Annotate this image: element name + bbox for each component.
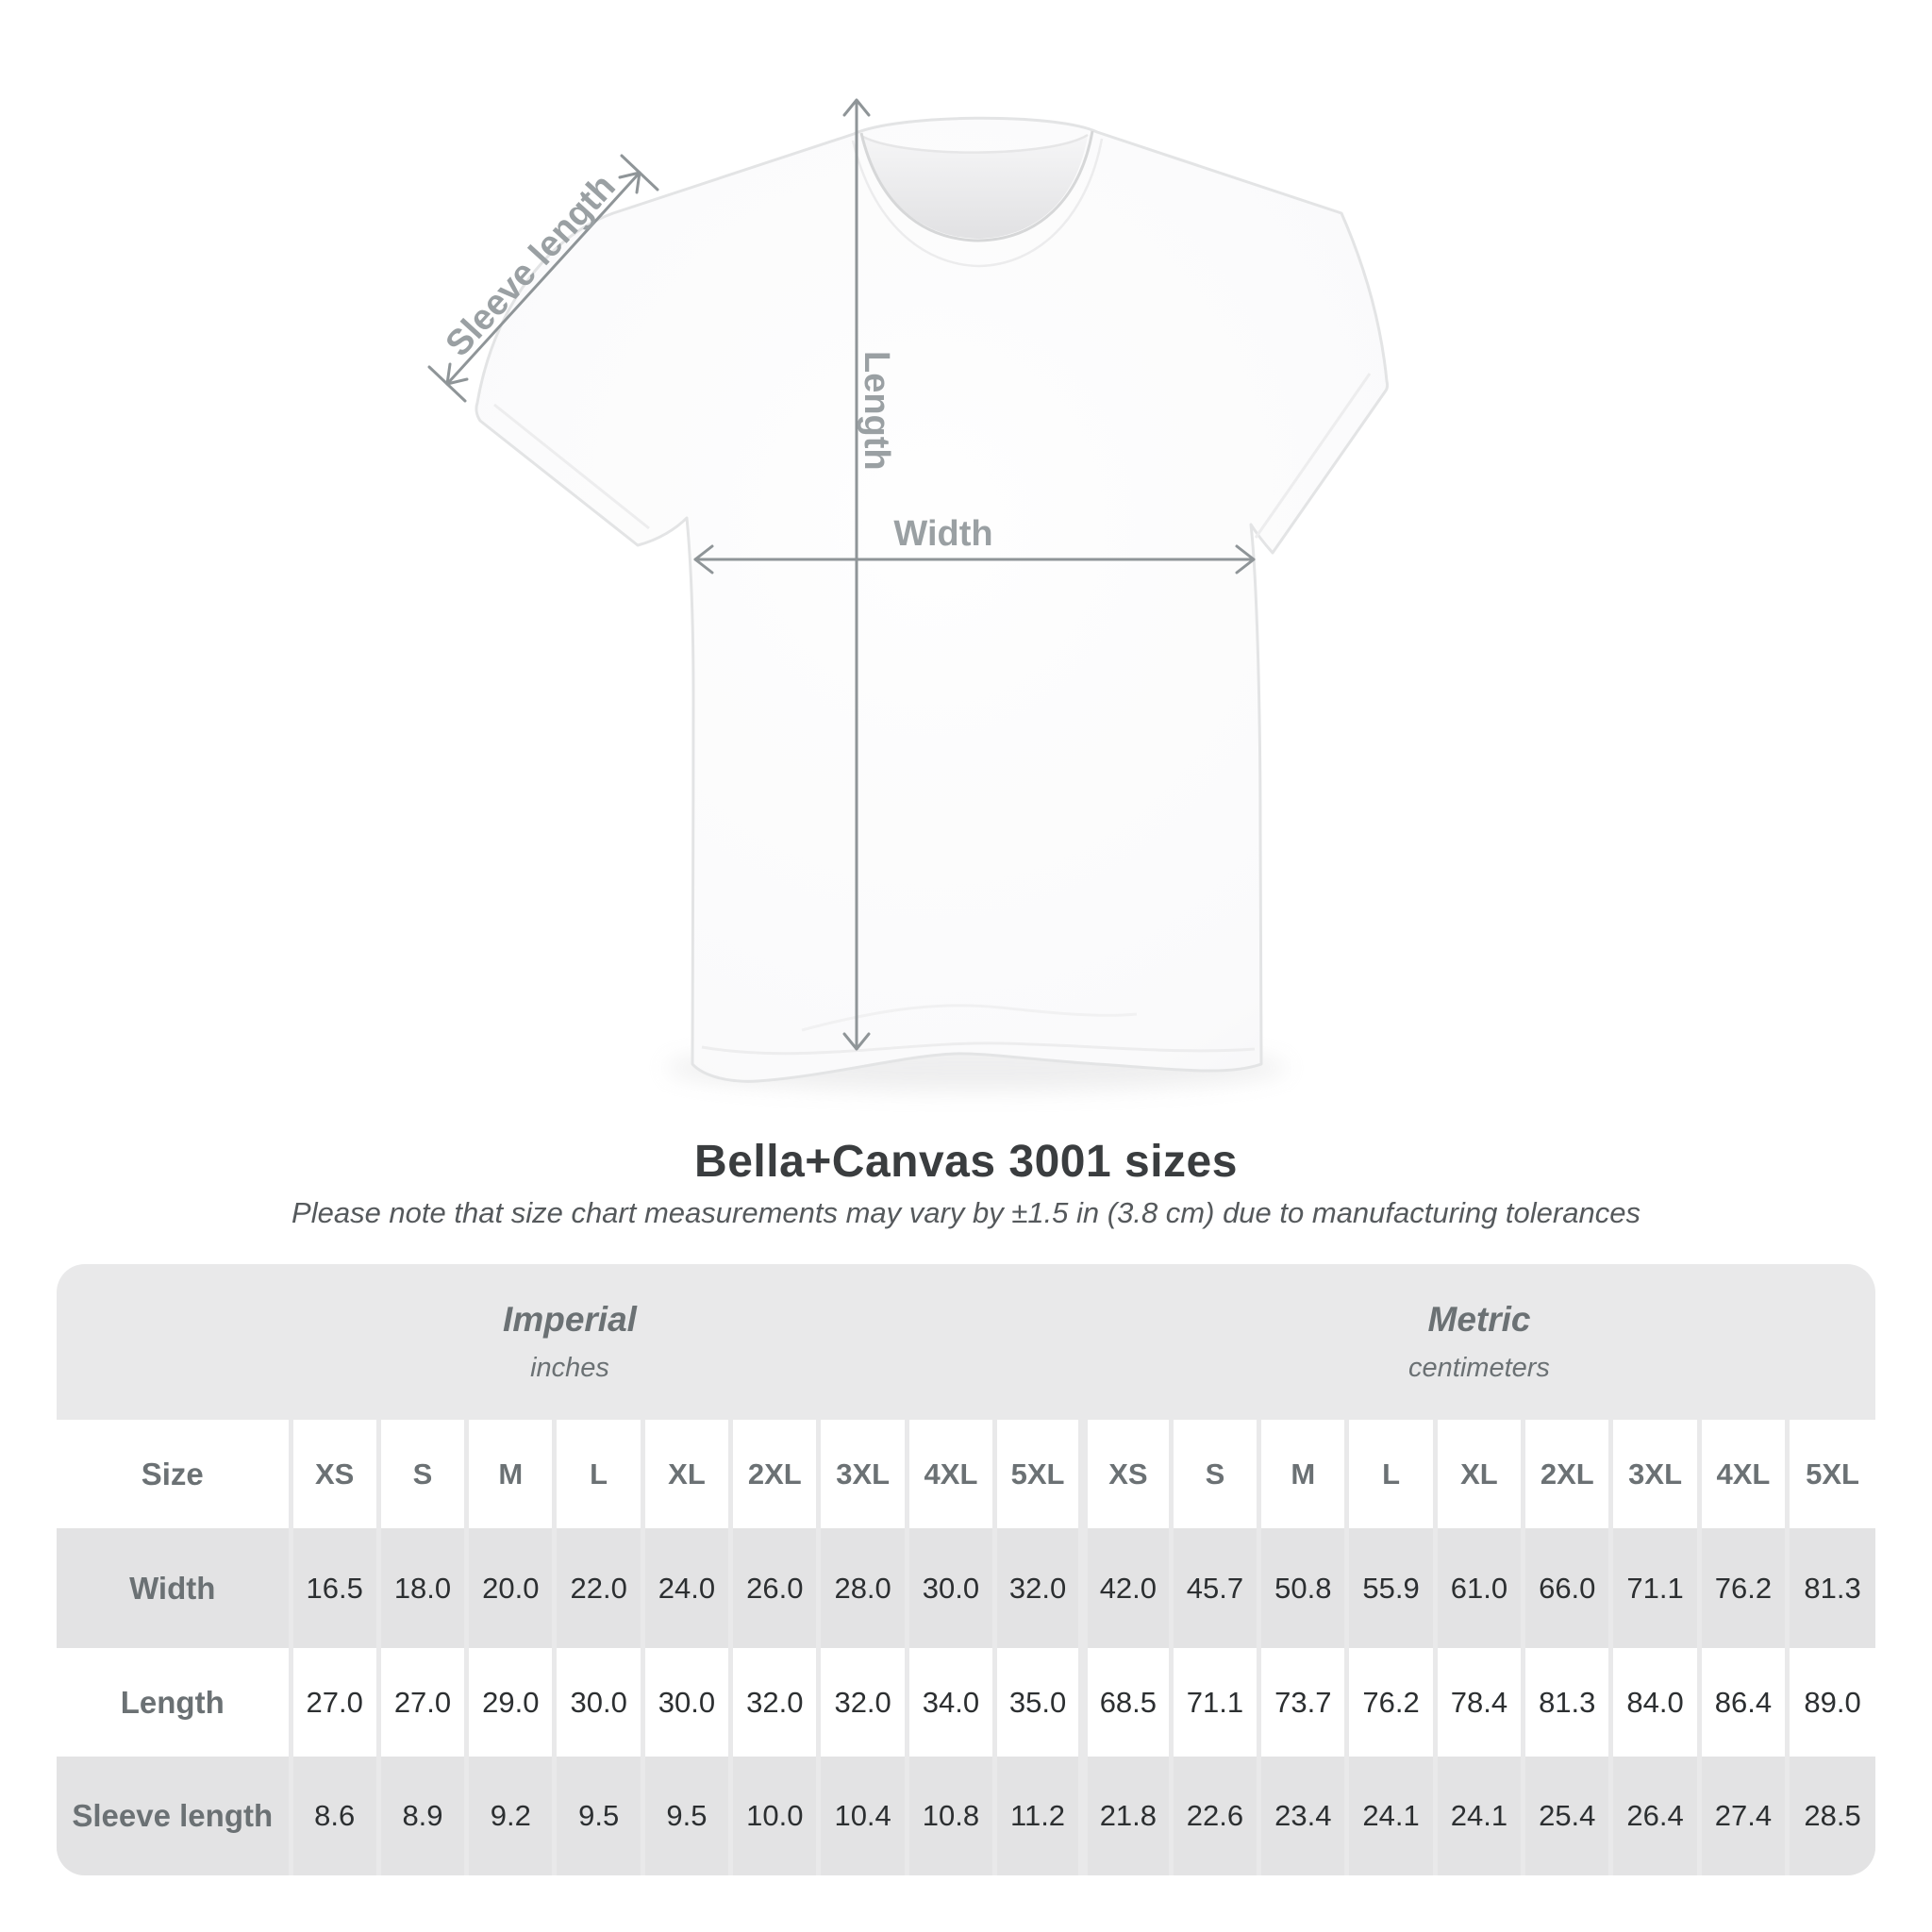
sleeve-value: 21.8 xyxy=(1083,1757,1171,1875)
row-label: Length xyxy=(57,1648,291,1757)
size-col-header: XL xyxy=(642,1420,730,1528)
sleeve-value: 27.4 xyxy=(1699,1757,1787,1875)
width-value: 28.0 xyxy=(819,1528,907,1648)
width-value: 50.8 xyxy=(1259,1528,1347,1648)
sleeve-value: 8.9 xyxy=(378,1757,466,1875)
tshirt-image xyxy=(476,118,1388,1081)
sleeve-value: 26.4 xyxy=(1611,1757,1699,1875)
sleeve-value: 9.5 xyxy=(555,1757,642,1875)
size-col-header: XL xyxy=(1435,1420,1523,1528)
length-value: 29.0 xyxy=(467,1648,555,1757)
sleeve-value: 24.1 xyxy=(1347,1757,1435,1875)
width-value: 55.9 xyxy=(1347,1528,1435,1648)
imperial-unit: inches xyxy=(530,1353,609,1383)
sleeve-value: 24.1 xyxy=(1435,1757,1523,1875)
width-value: 30.0 xyxy=(907,1528,994,1648)
sleeve-value: 9.2 xyxy=(467,1757,555,1875)
width-value: 76.2 xyxy=(1699,1528,1787,1648)
length-value: 73.7 xyxy=(1259,1648,1347,1757)
length-row xyxy=(57,1648,1875,1757)
metric-unit: centimeters xyxy=(1408,1353,1550,1383)
imperial-section-header xyxy=(57,1264,1083,1420)
size-col-header: 2XL xyxy=(731,1420,819,1528)
metric-title: Metric xyxy=(1427,1300,1531,1339)
length-value: 86.4 xyxy=(1699,1648,1787,1757)
size-col-header: 5XL xyxy=(1788,1420,1875,1528)
length-value: 35.0 xyxy=(995,1648,1083,1757)
row-label: Width xyxy=(57,1528,291,1648)
width-value: 24.0 xyxy=(642,1528,730,1648)
imperial-title: Imperial xyxy=(503,1300,637,1339)
width-value: 22.0 xyxy=(555,1528,642,1648)
width-value: 45.7 xyxy=(1171,1528,1258,1648)
size-col-header: 3XL xyxy=(819,1420,907,1528)
sleeve-length-row xyxy=(57,1757,1875,1875)
size-header: Size xyxy=(57,1420,291,1528)
row-label: Sleeve length xyxy=(57,1757,291,1875)
size-col-header: S xyxy=(378,1420,466,1528)
size-col-header: 4XL xyxy=(1699,1420,1787,1528)
size-header-row xyxy=(57,1420,1875,1528)
length-value: 27.0 xyxy=(291,1648,378,1757)
tolerance-note: Please note that size chart measurements may vary by ±1.5 in (3.8 cm) due to manufacturing tolerances xyxy=(291,1196,1641,1229)
width-label: Width xyxy=(893,514,993,554)
sleeve-value: 9.5 xyxy=(642,1757,730,1875)
length-value: 30.0 xyxy=(642,1648,730,1757)
sleeve-value: 11.2 xyxy=(995,1757,1083,1875)
length-value: 27.0 xyxy=(378,1648,466,1757)
size-col-header: 5XL xyxy=(995,1420,1083,1528)
sleeve-value: 10.8 xyxy=(907,1757,994,1875)
length-value: 78.4 xyxy=(1435,1648,1523,1757)
size-col-header: M xyxy=(467,1420,555,1528)
sleeve-value: 10.0 xyxy=(731,1757,819,1875)
width-value: 42.0 xyxy=(1083,1528,1171,1648)
width-value: 66.0 xyxy=(1524,1528,1611,1648)
length-value: 76.2 xyxy=(1347,1648,1435,1757)
size-col-header: 2XL xyxy=(1524,1420,1611,1528)
width-value: 20.0 xyxy=(467,1528,555,1648)
size-table xyxy=(57,1420,1875,1875)
sleeve-value: 8.6 xyxy=(291,1757,378,1875)
sleeve-value: 25.4 xyxy=(1524,1757,1611,1875)
length-value: 30.0 xyxy=(555,1648,642,1757)
width-value: 18.0 xyxy=(378,1528,466,1648)
sleeve-value: 28.5 xyxy=(1788,1757,1875,1875)
length-value: 84.0 xyxy=(1611,1648,1699,1757)
length-label: Length xyxy=(857,351,896,471)
sleeve-value: 23.4 xyxy=(1259,1757,1347,1875)
length-value: 68.5 xyxy=(1083,1648,1171,1757)
length-value: 34.0 xyxy=(907,1648,994,1757)
length-value: 32.0 xyxy=(731,1648,819,1757)
size-col-header: 3XL xyxy=(1611,1420,1699,1528)
width-value: 61.0 xyxy=(1435,1528,1523,1648)
page-title: Bella+Canvas 3001 sizes xyxy=(694,1137,1238,1187)
sleeve-value: 22.6 xyxy=(1171,1757,1258,1875)
size-col-header: XS xyxy=(291,1420,378,1528)
length-value: 32.0 xyxy=(819,1648,907,1757)
size-col-header: L xyxy=(1347,1420,1435,1528)
width-row xyxy=(57,1528,1875,1648)
unit-band xyxy=(57,1264,1875,1420)
size-chart-card xyxy=(57,1264,1875,1875)
width-value: 26.0 xyxy=(731,1528,819,1648)
length-value: 81.3 xyxy=(1524,1648,1611,1757)
size-col-header: M xyxy=(1259,1420,1347,1528)
width-value: 81.3 xyxy=(1788,1528,1875,1648)
size-col-header: XS xyxy=(1083,1420,1171,1528)
length-value: 89.0 xyxy=(1788,1648,1875,1757)
size-col-header: L xyxy=(555,1420,642,1528)
width-value: 71.1 xyxy=(1611,1528,1699,1648)
width-value: 16.5 xyxy=(291,1528,378,1648)
sleeve-value: 10.4 xyxy=(819,1757,907,1875)
length-value: 71.1 xyxy=(1171,1648,1258,1757)
metric-section-header xyxy=(1083,1264,1875,1420)
size-col-header: S xyxy=(1171,1420,1258,1528)
width-value: 32.0 xyxy=(995,1528,1083,1648)
size-col-header: 4XL xyxy=(907,1420,994,1528)
sleeve-length-label: Sleeve length xyxy=(438,166,624,365)
